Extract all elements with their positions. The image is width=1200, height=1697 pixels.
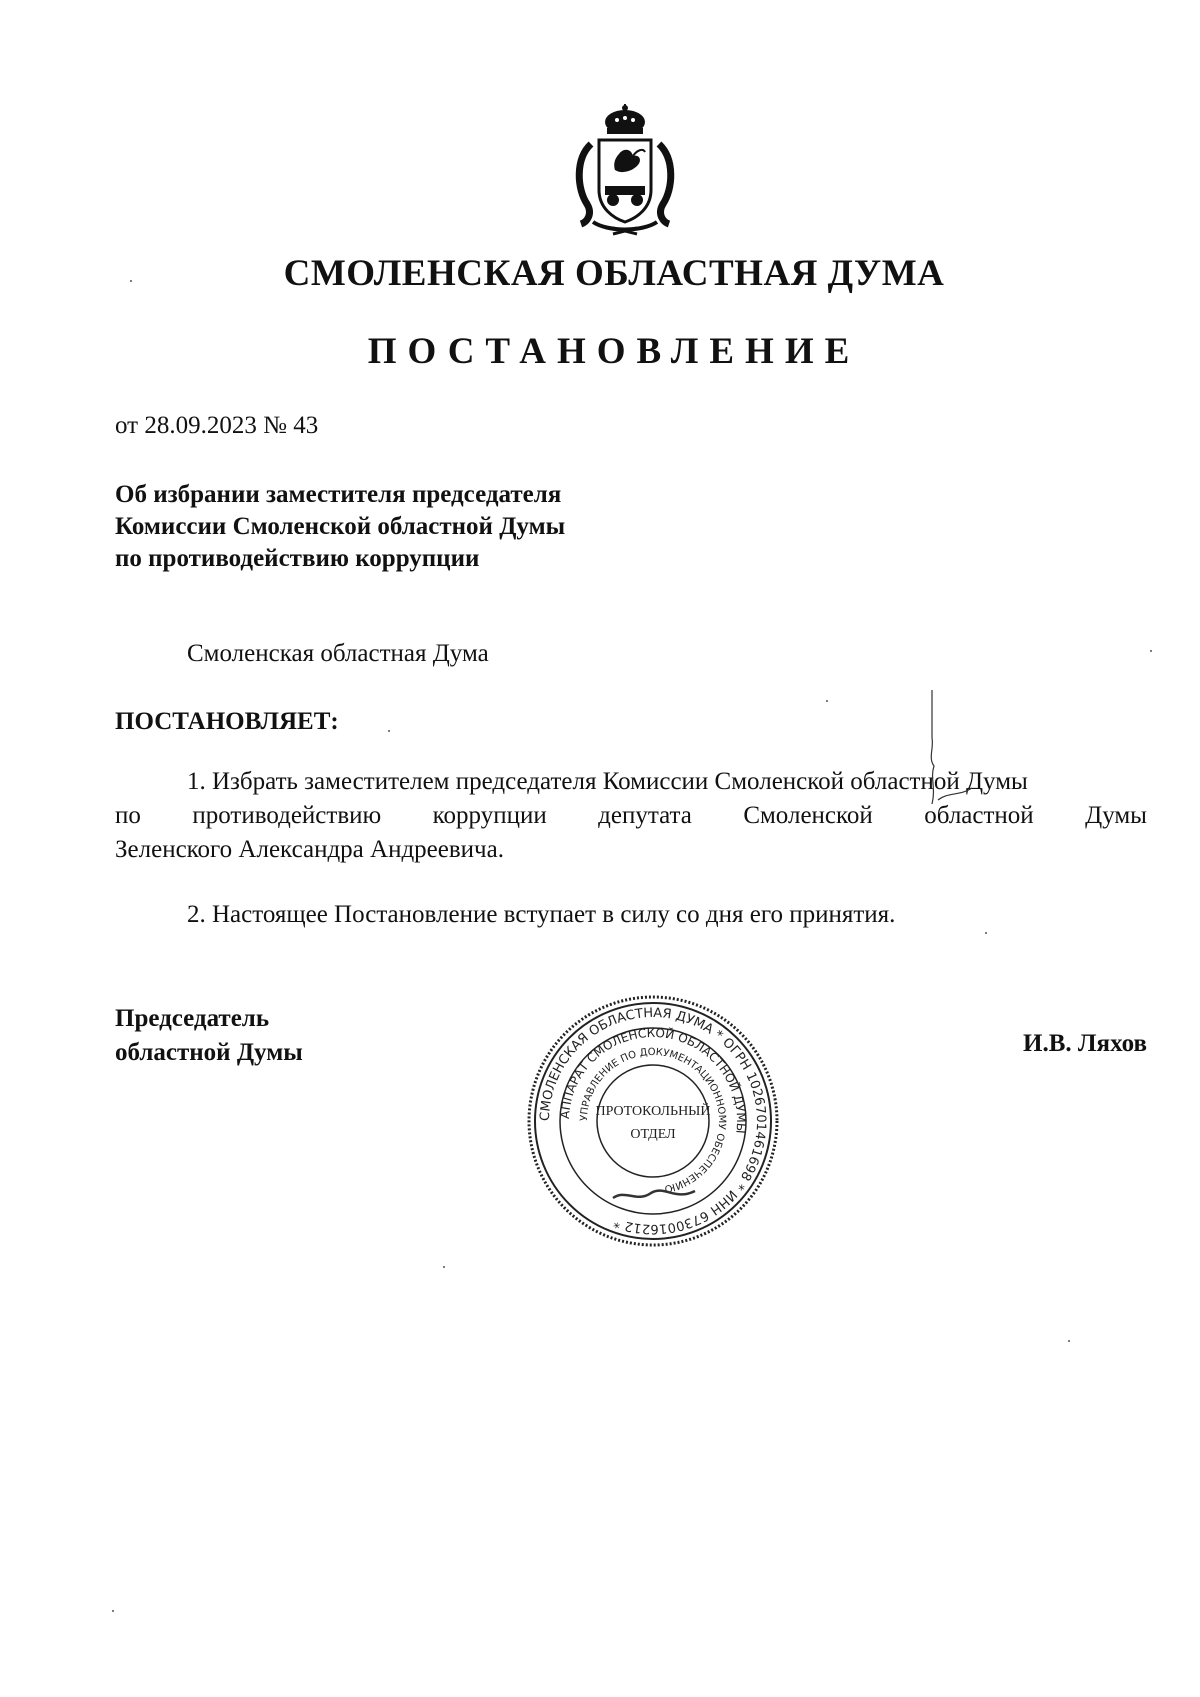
paragraph-line: Зеленского Александра Андреевича. [115,836,504,863]
organization-title: СМОЛЕНСКАЯ ОБЛАСТНАЯ ДУМА [283,253,945,294]
paragraph-line: 1. Избрать заместителем председателя Комиссии Смоленской областной Думы [187,768,1028,795]
resolves-heading: ПОСТАНОВЛЯЕТ: [115,708,339,735]
stamp-middle-ring-text: АППАРАТ СМОЛЕНСКОЙ ОБЛАСТНОЙ ДУМЫ [557,1025,749,1135]
word: коррупции [432,802,547,829]
smolensk-coat-of-arms-icon [573,104,677,236]
scan-speck [985,932,987,934]
resolution-item-1 [115,765,1147,867]
word: противодействию [192,802,382,829]
signer-position [115,1002,303,1070]
signer-position-line: Председатель [115,1005,270,1032]
word: областной [924,802,1034,829]
stamp-inner-ring-text: УПРАВЛЕНИЕ ПО ДОКУМЕНТАЦИОННОМУ ОБЕСПЕЧЕНИЮ [578,1046,728,1195]
word: Думы [1085,802,1147,829]
word: Смоленской [743,802,873,829]
stamp-center-line: ОТДЕЛ [630,1127,676,1142]
scan-speck [443,1266,445,1268]
subject-line: Комиссии Смоленской областной Думы [115,513,566,540]
subject-line: Об избрании заместителя председателя [115,481,562,508]
document-subject [115,479,675,575]
signer-position-line: областной Думы [115,1039,303,1066]
subject-line: по противодействию коррупции [115,545,480,572]
scan-speck [388,730,390,732]
stamp-center-line: ПРОТОКОЛЬНЫЙ [595,1104,711,1119]
intro-text: Смоленская областная Дума [187,640,489,667]
scan-speck [1150,650,1152,652]
scan-speck [826,700,828,702]
scan-speck [112,1610,114,1612]
stamp-outer-ring-text: СМОЛЕНСКАЯ ОБЛАСТНАЯ ДУМА * ОГРН 1026701461698 * ИНН 6730016212 * [537,1005,769,1237]
document-type: ПОСТАНОВЛЕНИЕ [367,331,861,372]
resolution-item-2: 2. Настоящее Постановление вступает в силу со дня его принятия. [187,901,896,928]
scan-speck [1068,1340,1070,1342]
paragraph-line-justified [115,799,1147,833]
official-stamp [525,993,781,1249]
pen-mark [920,688,980,808]
word: депутата [598,802,692,829]
scan-speck [130,280,132,282]
word: по [115,802,141,829]
signer-name: И.В. Ляхов [1023,1030,1147,1057]
document-date-number: от 28.09.2023 № 43 [115,412,319,439]
